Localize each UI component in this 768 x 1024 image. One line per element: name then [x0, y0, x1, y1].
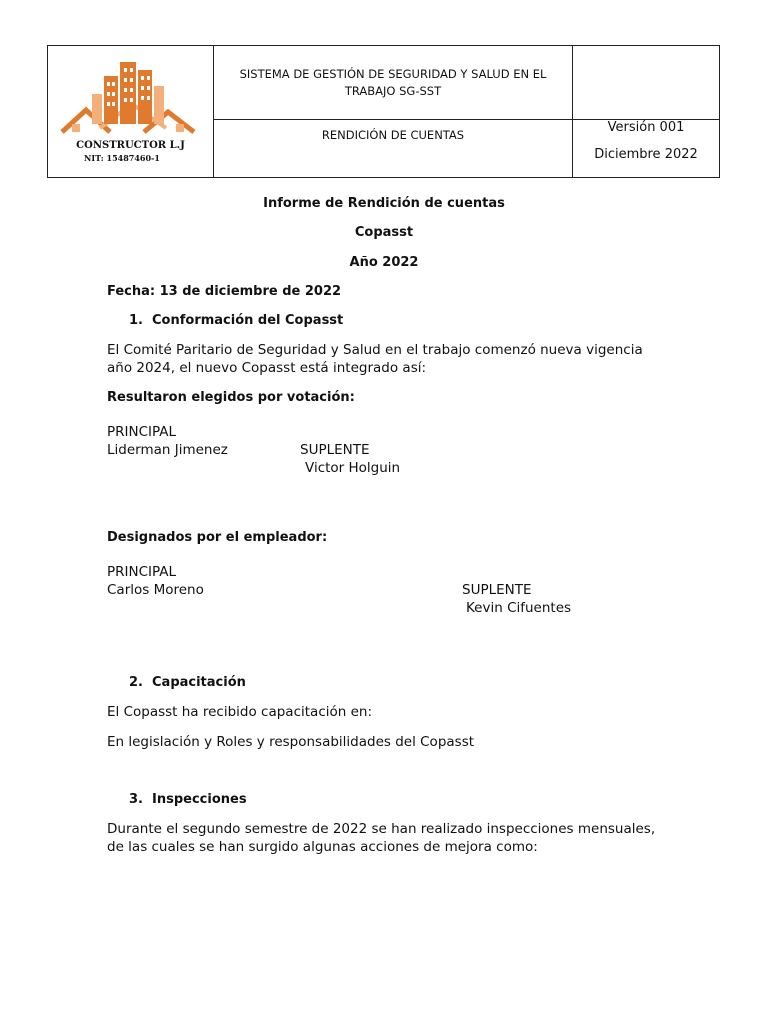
report-date: Fecha: 13 de diciembre de 2022 — [107, 284, 342, 299]
elected-heading: Resultaron elegidos por votación: — [107, 390, 355, 405]
system-title-cell — [214, 46, 573, 120]
elected-suplente-label: SUPLENTE — [300, 442, 370, 458]
section-1-title: Conformación del Copasst — [152, 313, 344, 328]
elected-principal-label: PRINCIPAL — [107, 424, 177, 440]
system-title-line1: SISTEMA DE GESTIÓN DE SEGURIDAD Y SALUD EN EL — [239, 66, 547, 81]
doc-title-cell — [214, 120, 573, 178]
elected-principal-name: Liderman Jimenez — [107, 442, 228, 458]
document-header — [47, 45, 720, 178]
designated-suplente-label: SUPLENTE — [462, 582, 532, 598]
report-title: Informe de Rendición de cuentas — [263, 196, 505, 211]
section-2-line1: El Copasst ha recibido capacitación en: — [107, 704, 373, 720]
section-2-number: 2. — [129, 675, 143, 690]
section-1-para-line2: año 2024, el nuevo Copasst está integrado así: — [107, 360, 427, 376]
empty-header-cell — [573, 46, 720, 120]
section-3-title: Inspecciones — [152, 792, 247, 807]
section-3-line2: de las cuales se han surgido algunas acciones de mejora como: — [107, 839, 538, 855]
designated-heading: Designados por el empleador: — [107, 530, 328, 545]
version-date: Diciembre 2022 — [594, 147, 698, 162]
version-label: Versión 001 — [607, 120, 685, 135]
designated-suplente-name: Kevin Cifuentes — [466, 600, 572, 616]
designated-principal-label: PRINCIPAL — [107, 564, 177, 580]
designated-principal-name: Carlos Moreno — [107, 582, 204, 598]
doc-title: RENDICIÓN DE CUENTAS — [321, 128, 465, 142]
elected-suplente-name: Victor Holguin — [305, 460, 401, 476]
section-1-number: 1. — [129, 313, 143, 328]
report-year: Año 2022 — [349, 255, 419, 270]
version-cell — [573, 120, 720, 178]
system-title-line2: TRABAJO SG-SST — [344, 83, 442, 98]
section-3-number: 3. — [129, 792, 143, 807]
logo-company-name: CONSTRUCTOR L.J — [76, 140, 185, 151]
logo-cell — [48, 46, 214, 178]
section-2-title: Capacitación — [152, 675, 246, 690]
report-subtitle: Copasst — [354, 225, 414, 240]
section-3-line1: Durante el segundo semestre de 2022 se han realizado inspecciones mensuales, — [107, 821, 656, 837]
section-1-para-line1: El Comité Paritario de Seguridad y Salud en el trabajo comenzó nueva vigencia — [107, 342, 643, 358]
logo-nit: NIT: 15487460-1 — [84, 153, 160, 163]
company-logo — [48, 46, 213, 179]
section-2-line2: En legislación y Roles y responsabilidades del Copasst — [107, 734, 475, 750]
